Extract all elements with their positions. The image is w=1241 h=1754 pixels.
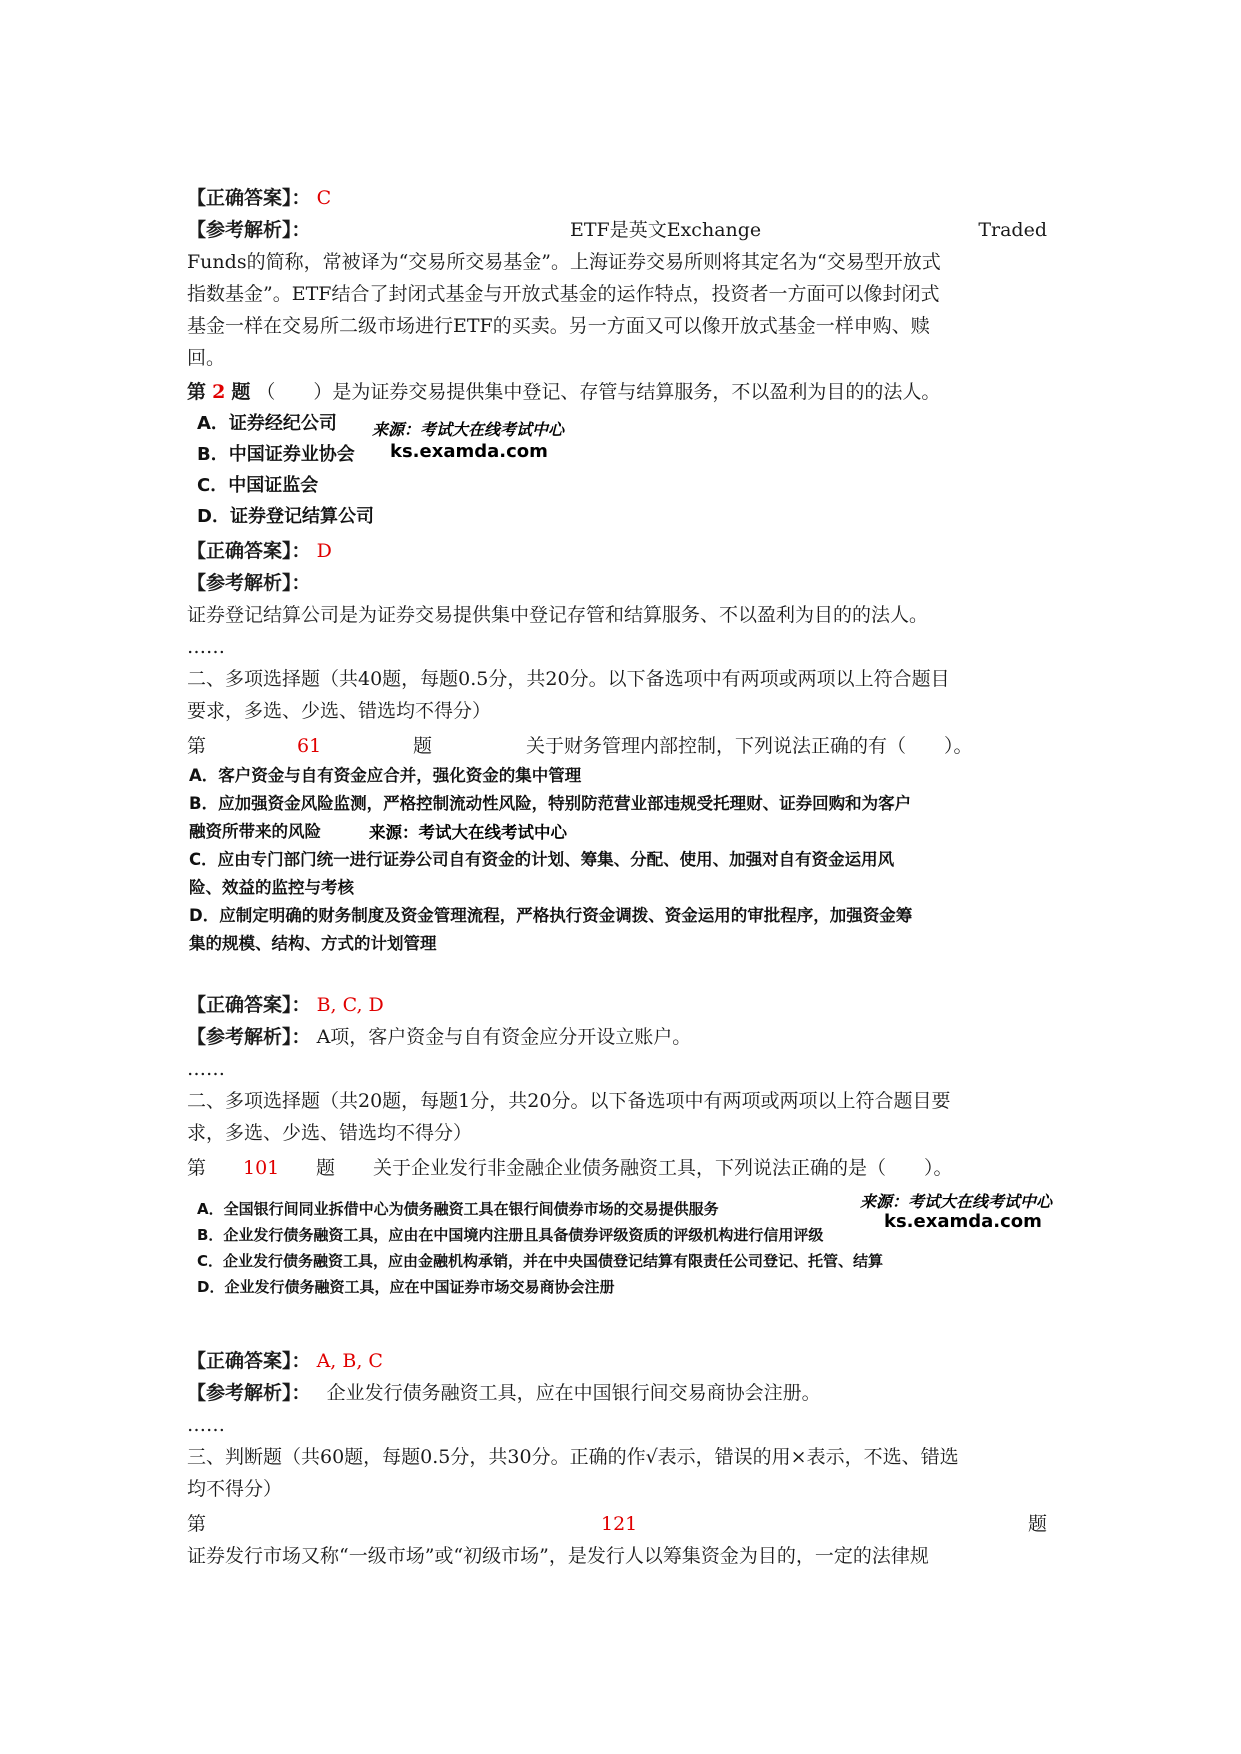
- watermark-source: 来源：考试大在线考试中心: [369, 823, 567, 842]
- q121-prefix: 第: [187, 1513, 207, 1535]
- q61-suffix: 题: [413, 735, 433, 757]
- q1-exp-line: 基金一样在交易所二级市场进行ETF的买卖。另一方面又可以像开放式基金一样申购、赎: [187, 315, 930, 337]
- q2-number: 2: [212, 381, 226, 403]
- q1-exp-line: 指数基金”。ETF结合了封闭式基金与开放式基金的运作特点，投资者一方面可以像封闭式: [187, 283, 940, 305]
- q61-number: 61: [297, 735, 322, 757]
- ellipsis: ……: [187, 1058, 225, 1080]
- q61-answer-value: B, C, D: [316, 994, 384, 1016]
- q61-answer-line: [187, 992, 1047, 1018]
- q2-answer-line: [187, 538, 1047, 564]
- q2-option-d: D．证券登记结算公司: [197, 506, 374, 527]
- q1-exp-part1: ETF是英文Exchange: [570, 219, 762, 241]
- q61-option-b: B．应加强资金风险监测，严格控制流动性风险，特别防范营业部违规受托理财、证券回购和为客户: [189, 794, 912, 813]
- q2-exp: 证券登记结算公司是为证券交易提供集中登记存管和结算服务、不以盈利为目的的法人。: [187, 604, 929, 626]
- q2-stem-text: （ ）是为证券交易提供集中登记、存管与结算服务，不以盈利为目的的法人。: [256, 381, 941, 403]
- q2-stem: [187, 379, 1047, 405]
- q61-explanation-line: [187, 1024, 1047, 1050]
- q61-option-d: D．应制定明确的财务制度及资金管理流程，严格执行资金调拨、资金运用的审批程序，加强资金筹: [189, 906, 913, 925]
- q101-option-b: B．企业发行债务融资工具，应由在中国境内注册且具备债券评级资质的评级机构进行信用评级: [197, 1226, 824, 1244]
- q101-option-d: D．企业发行债务融资工具，应在中国证券市场交易商协会注册: [197, 1278, 615, 1296]
- q121-stem: [187, 1511, 1047, 1537]
- watermark-source: 来源：考试大在线考试中心: [860, 1192, 1053, 1211]
- q61-option-c-cont: 险、效益的监控与考核: [189, 878, 354, 897]
- q101-suffix: 题: [316, 1157, 336, 1179]
- section-heading: 三、判断题（共60题，每题0.5分，共30分。正确的作√表示，错误的用×表示，不选、错选: [187, 1446, 959, 1468]
- q61-stem-text: 关于财务管理内部控制，下列说法正确的有（ ）。: [526, 735, 973, 757]
- q2-option-b: B．中国证券业协会: [197, 444, 355, 465]
- answer-label: 【正确答案】：: [187, 1350, 311, 1372]
- q2-suffix: 题: [231, 381, 251, 403]
- section-heading: 二、多项选择题（共40题，每题0.5分，共20分。以下备选项中有两项或两项以上符合题目: [187, 668, 950, 690]
- q1-exp-part2: Traded: [978, 219, 1047, 241]
- answer-label: 【正确答案】：: [187, 994, 311, 1016]
- q1-explanation-line: [187, 217, 1047, 243]
- watermark-source: 来源：考试大在线考试中心: [372, 420, 565, 439]
- q1-answer-line: [187, 185, 1047, 211]
- q121-suffix: 题: [1027, 1513, 1047, 1535]
- q101-stem-text: 关于企业发行非金融企业债务融资工具，下列说法正确的是（ ）。: [373, 1157, 953, 1179]
- explanation-label: 【参考解析】：: [187, 572, 311, 594]
- q121-number: 121: [601, 1513, 638, 1535]
- q101-answer-value: A, B, C: [316, 1350, 383, 1372]
- q2-answer-value: D: [316, 540, 332, 562]
- q61-exp: A项，客户资金与自有资金应分开设立账户。: [316, 1026, 692, 1048]
- q61-option-c: C．应由专门部门统一进行证券公司自有资金的计划、筹集、分配、使用、加强对自有资金运用风: [189, 850, 895, 869]
- q1-answer-value: C: [316, 187, 332, 209]
- q101-answer-line: [187, 1348, 1047, 1374]
- section-heading: 均不得分）: [187, 1478, 283, 1500]
- ellipsis: ……: [187, 1414, 225, 1436]
- explanation-label: 【参考解析】：: [187, 219, 311, 241]
- q61-option-a: A．客户资金与自有资金应合并，强化资金的集中管理: [189, 766, 582, 785]
- q101-option-c: C．企业发行债务融资工具，应由金融机构承销，并在中央国债登记结算有限责任公司登记、托管、结算: [197, 1252, 884, 1270]
- q61-prefix: 第: [187, 735, 207, 757]
- watermark-url: ks.examda.com: [884, 1211, 1042, 1232]
- q101-explanation-line: [187, 1380, 1047, 1406]
- explanation-label: 【参考解析】：: [187, 1026, 311, 1048]
- watermark-url: ks.examda.com: [390, 441, 548, 462]
- ellipsis: ……: [187, 636, 225, 658]
- explanation-label: 【参考解析】：: [187, 1382, 311, 1404]
- q61-option-b-cont: 融资所带来的风险: [189, 822, 321, 841]
- q101-stem: [187, 1155, 1047, 1181]
- q101-prefix: 第: [187, 1157, 207, 1179]
- section-heading: 要求，多选、少选、错选均不得分）: [187, 700, 492, 722]
- q2-option-c: C．中国证监会: [197, 475, 319, 496]
- q1-exp-line: 回。: [187, 347, 226, 369]
- q2-option-a: A．证券经纪公司: [197, 413, 337, 434]
- section-heading: 求，多选、少选、错选均不得分）: [187, 1122, 473, 1144]
- q101-number: 101: [243, 1157, 280, 1179]
- q121-stem-text: 证券发行市场又称“一级市场”或“初级市场”，是发行人以筹集资金为目的，一定的法律规: [187, 1545, 929, 1567]
- q101-option-a: A．全国银行间同业拆借中心为债务融资工具在银行间债券市场的交易提供服务: [197, 1200, 719, 1218]
- answer-label: 【正确答案】：: [187, 540, 311, 562]
- answer-label: 【正确答案】：: [187, 187, 311, 209]
- q2-prefix: 第: [187, 381, 207, 403]
- q61-option-d-cont: 集的规模、结构、方式的计划管理: [189, 934, 437, 953]
- q101-exp: 企业发行债务融资工具，应在中国银行间交易商协会注册。: [326, 1382, 821, 1404]
- section-heading: 二、多项选择题（共20题，每题1分，共20分。以下备选项中有两项或两项以上符合题目要: [187, 1090, 951, 1112]
- q61-stem: [187, 733, 1047, 759]
- q1-exp-line: Funds的简称，常被译为“交易所交易基金”。上海证券交易所则将其定名为“交易型开放式: [187, 251, 941, 273]
